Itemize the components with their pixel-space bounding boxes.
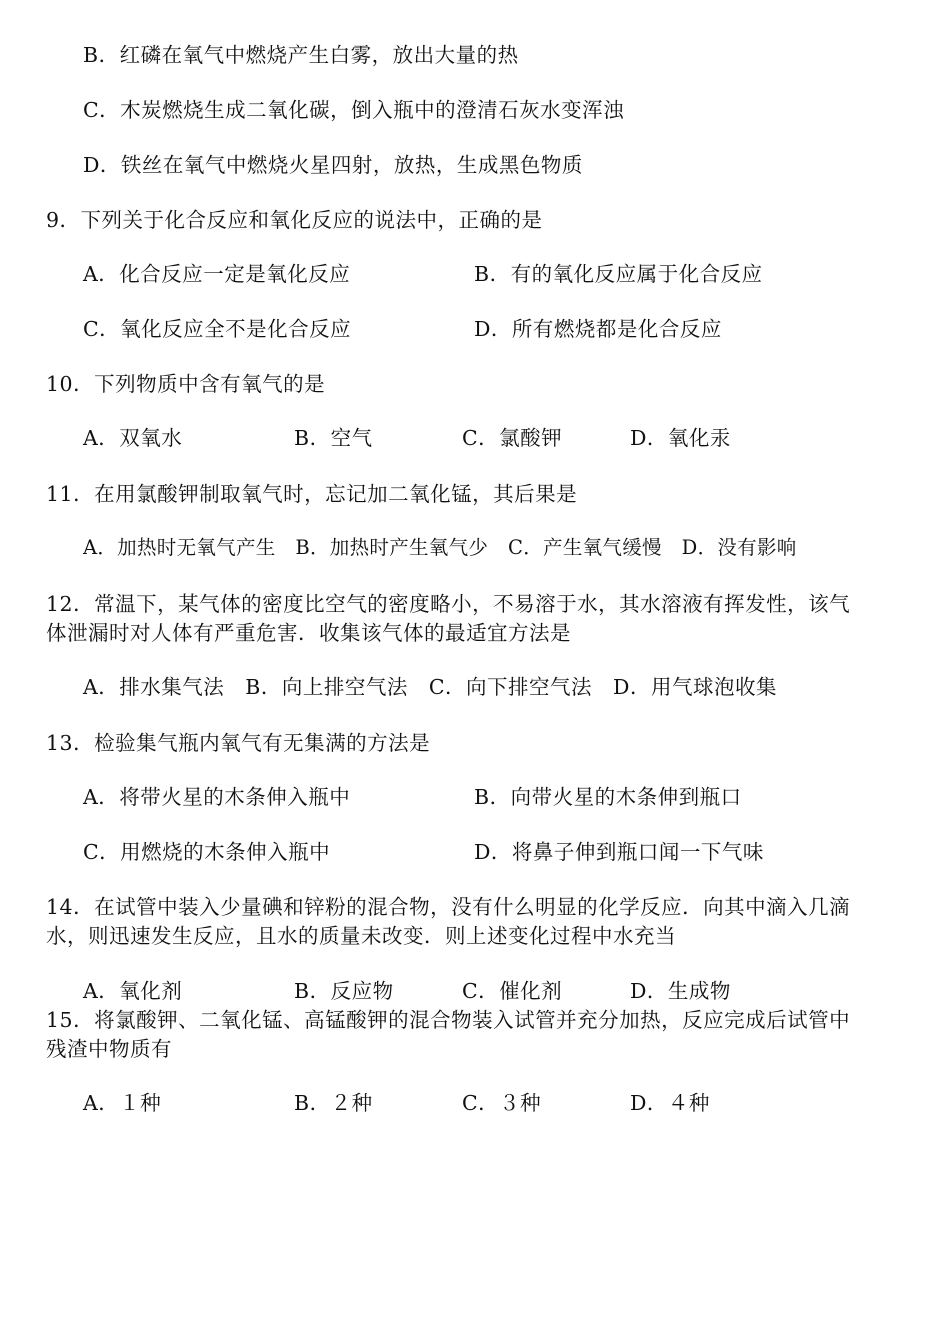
q13-option-c: C．用燃烧的木条伸入瓶中 <box>83 840 331 864</box>
q12-stem-line-1: 12．常温下，某气体的密度比空气的密度略小，不易溶于水，其水溶液有挥发性，该气 <box>46 592 851 616</box>
q9-option-c: C．氧化反应全不是化合反应 <box>83 317 352 341</box>
q14-option-c: C．催化剂 <box>462 979 563 1003</box>
q13-option-d: D．将鼻子伸到瓶口闻一下气味 <box>474 840 764 864</box>
q9-option-d: D．所有燃烧都是化合反应 <box>474 317 722 341</box>
q12-stem-line-2: 体泄漏时对人体有严重危害．收集该气体的最适宜方法是 <box>46 621 571 645</box>
q14-option-b: B．反应物 <box>294 979 394 1003</box>
q13-stem: 13．检验集气瓶内氧气有无集满的方法是 <box>46 731 431 755</box>
q10-option-d: D．氧化汞 <box>630 426 731 450</box>
q13-option-b: B．向带火星的木条伸到瓶口 <box>474 785 742 809</box>
q15-stem-line-1: 15．将氯酸钾、二氧化锰、高锰酸钾的混合物装入试管并充分加热，反应完成后试管中 <box>46 1008 851 1032</box>
q15-option-a: A．１种 <box>83 1091 162 1115</box>
q14-stem-line-2: 水，则迅速发生反应，且水的质量未改变．则上述变化过程中水充当 <box>46 924 676 948</box>
q11-options: A．加热时无氧气产生 B．加热时产生氧气少 C．产生氧气缓慢 D．没有影响 <box>83 536 797 559</box>
q14-option-d: D．生成物 <box>630 979 731 1003</box>
q14-stem-line-1: 14．在试管中装入少量碘和锌粉的混合物，没有什么明显的化学反应．向其中滴入几滴 <box>46 895 851 919</box>
q10-option-a: A．双氧水 <box>83 426 183 450</box>
q9-option-b: B．有的氧化反应属于化合反应 <box>474 262 763 286</box>
q15-option-b: B．２种 <box>294 1091 373 1115</box>
q10-stem: 10．下列物质中含有氧气的是 <box>46 372 326 396</box>
q9-stem: 9．下列关于化合反应和氧化反应的说法中，正确的是 <box>46 208 543 232</box>
q11-stem: 11．在用氯酸钾制取氧气时，忘记加二氧化锰，其后果是 <box>46 482 578 506</box>
q15-stem-line-2: 残渣中物质有 <box>46 1037 172 1061</box>
q8-option-d: D．铁丝在氧气中燃烧火星四射，放热，生成黑色物质 <box>83 153 583 177</box>
q13-option-a: A．将带火星的木条伸入瓶中 <box>83 785 351 809</box>
q8-option-c: C．木炭燃烧生成二氧化碳，倒入瓶中的澄清石灰水变浑浊 <box>83 98 625 122</box>
q8-option-b: B．红磷在氧气中燃烧产生白雾，放出大量的热 <box>83 43 519 67</box>
q14-option-a: A．氧化剂 <box>83 979 183 1003</box>
q12-options: A．排水集气法 B．向上排空气法 C．向下排空气法 D．用气球泡收集 <box>83 675 777 699</box>
q10-option-c: C．氯酸钾 <box>462 426 563 450</box>
q10-option-b: B．空气 <box>294 426 373 450</box>
q15-option-c: C．３种 <box>462 1091 542 1115</box>
q15-option-d: D．４种 <box>630 1091 710 1115</box>
q9-option-a: A．化合反应一定是氧化反应 <box>83 262 351 286</box>
